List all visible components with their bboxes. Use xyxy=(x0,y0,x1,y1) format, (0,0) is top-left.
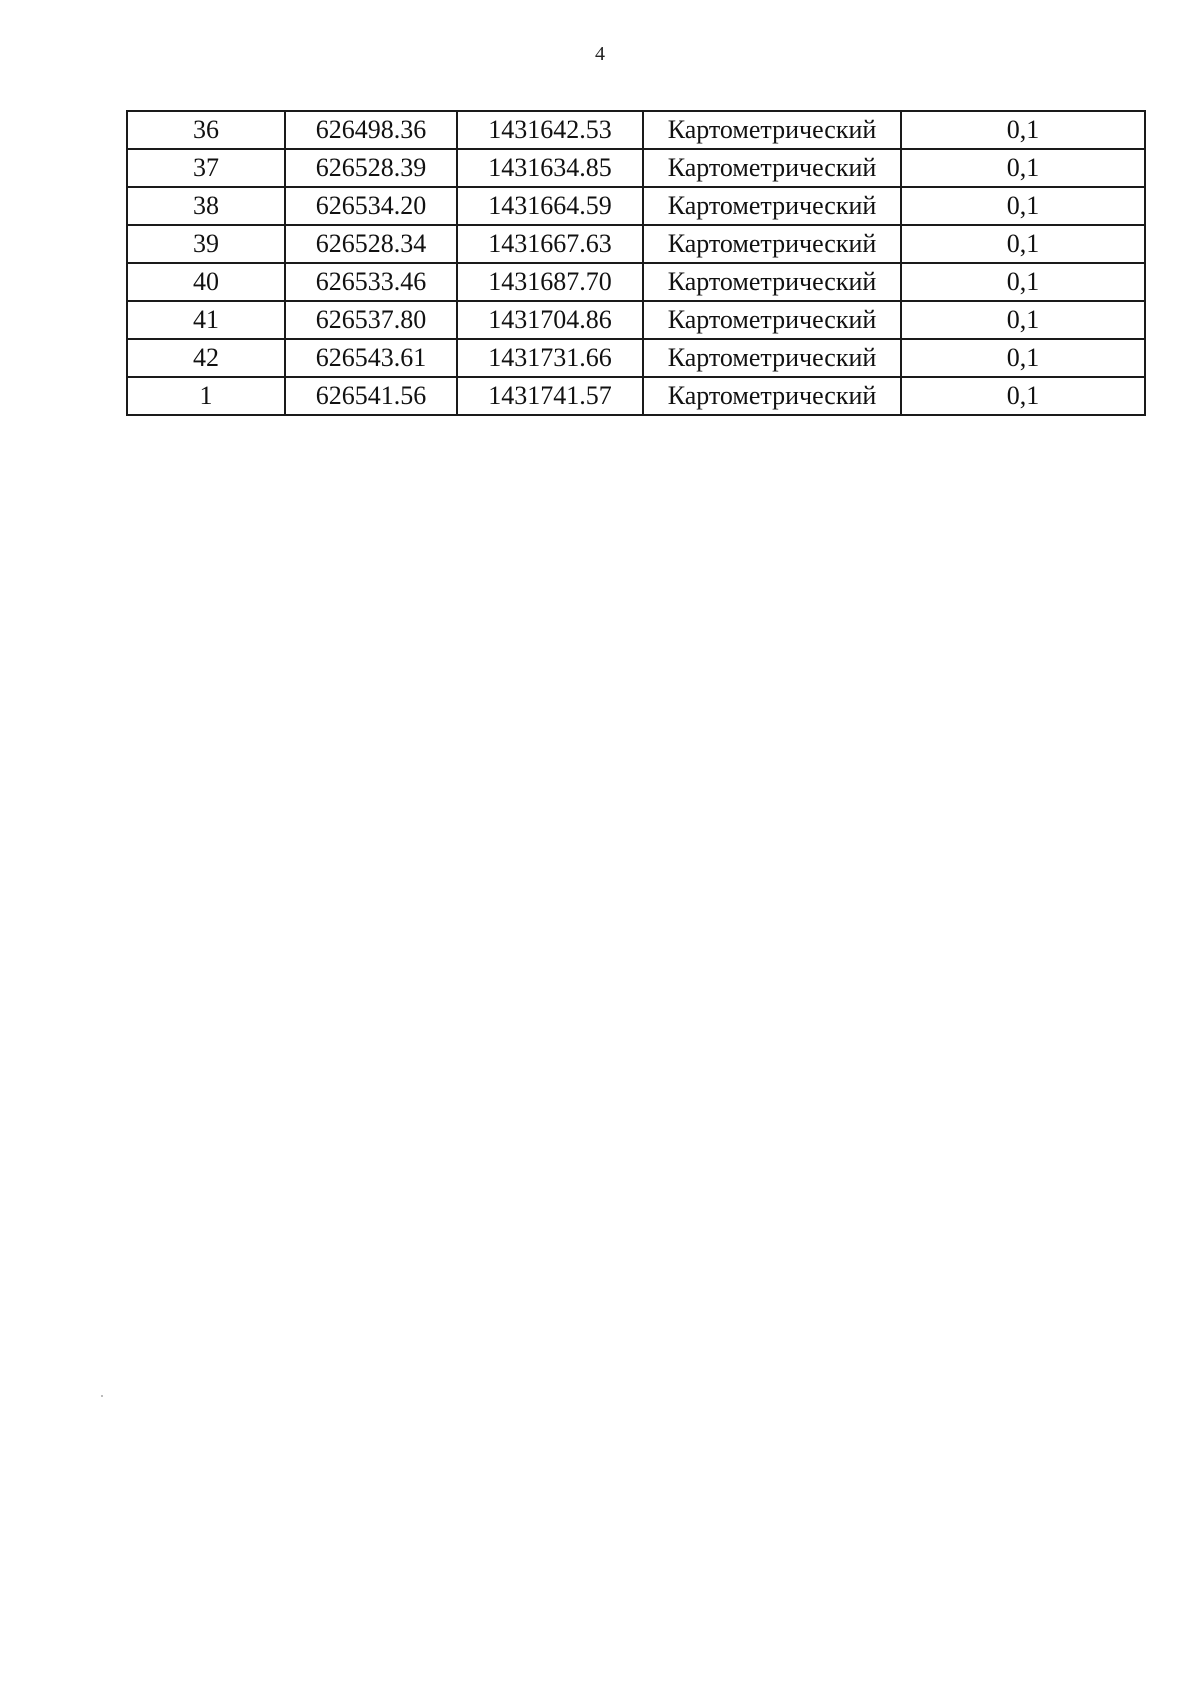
method-cell: Картометрический xyxy=(643,149,901,187)
table-row xyxy=(127,149,1145,187)
y-coordinate-cell: 1431664.59 xyxy=(457,187,643,225)
table-row xyxy=(127,301,1145,339)
y-coordinate-cell: 1431642.53 xyxy=(457,111,643,149)
y-coordinate-cell: 1431667.63 xyxy=(457,225,643,263)
point-number-cell: 36 xyxy=(127,111,285,149)
x-coordinate-cell: 626541.56 xyxy=(285,377,457,415)
method-cell: Картометрический xyxy=(643,263,901,301)
accuracy-cell: 0,1 xyxy=(901,377,1145,415)
accuracy-cell: 0,1 xyxy=(901,187,1145,225)
x-coordinate-cell: 626543.61 xyxy=(285,339,457,377)
method-cell: Картометрический xyxy=(643,377,901,415)
point-number-cell: 1 xyxy=(127,377,285,415)
x-coordinate-cell: 626528.34 xyxy=(285,225,457,263)
x-coordinate-cell: 626528.39 xyxy=(285,149,457,187)
y-coordinate-cell: 1431634.85 xyxy=(457,149,643,187)
table-row xyxy=(127,339,1145,377)
table-row xyxy=(127,111,1145,149)
point-number-cell: 40 xyxy=(127,263,285,301)
table-row xyxy=(127,263,1145,301)
y-coordinate-cell: 1431704.86 xyxy=(457,301,643,339)
coordinates-table xyxy=(126,110,1146,416)
x-coordinate-cell: 626537.80 xyxy=(285,301,457,339)
point-number-cell: 39 xyxy=(127,225,285,263)
point-number-cell: 42 xyxy=(127,339,285,377)
method-cell: Картометрический xyxy=(643,301,901,339)
table-row xyxy=(127,225,1145,263)
method-cell: Картометрический xyxy=(643,187,901,225)
x-coordinate-cell: 626498.36 xyxy=(285,111,457,149)
method-cell: Картометрический xyxy=(643,339,901,377)
x-coordinate-cell: 626533.46 xyxy=(285,263,457,301)
accuracy-cell: 0,1 xyxy=(901,301,1145,339)
table-row xyxy=(127,377,1145,415)
method-cell: Картометрический xyxy=(643,225,901,263)
method-cell: Картометрический xyxy=(643,111,901,149)
y-coordinate-cell: 1431731.66 xyxy=(457,339,643,377)
point-number-cell: 38 xyxy=(127,187,285,225)
x-coordinate-cell: 626534.20 xyxy=(285,187,457,225)
accuracy-cell: 0,1 xyxy=(901,111,1145,149)
point-number-cell: 41 xyxy=(127,301,285,339)
accuracy-cell: 0,1 xyxy=(901,149,1145,187)
y-coordinate-cell: 1431687.70 xyxy=(457,263,643,301)
table-row xyxy=(127,187,1145,225)
scan-speck xyxy=(101,1395,103,1397)
accuracy-cell: 0,1 xyxy=(901,339,1145,377)
accuracy-cell: 0,1 xyxy=(901,225,1145,263)
page-number: 4 xyxy=(595,43,605,65)
y-coordinate-cell: 1431741.57 xyxy=(457,377,643,415)
coordinates-table-body xyxy=(127,111,1145,415)
accuracy-cell: 0,1 xyxy=(901,263,1145,301)
point-number-cell: 37 xyxy=(127,149,285,187)
